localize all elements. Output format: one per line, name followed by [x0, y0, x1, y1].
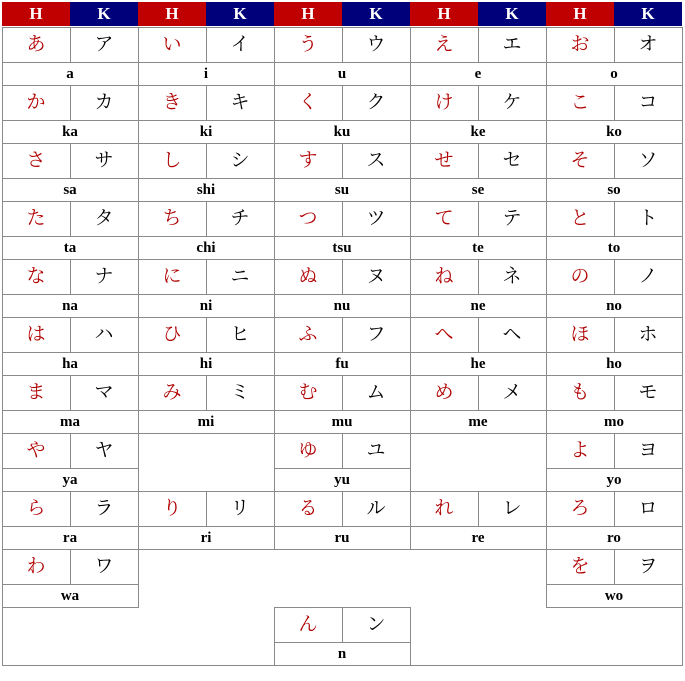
- hiragana-char: も: [570, 381, 590, 403]
- kana-cell-ha: [2, 317, 139, 376]
- hiragana-char: ぬ: [298, 265, 318, 287]
- kana-cell-ni: [138, 259, 275, 318]
- romaji-label: i: [203, 66, 209, 82]
- katakana-char: シ: [230, 149, 250, 171]
- katakana-char: ヨ: [638, 439, 658, 461]
- romaji-label: ne: [470, 298, 486, 314]
- romaji-label: mu: [331, 414, 353, 430]
- kana-cell-ru: [274, 491, 411, 550]
- kana-cell-su: [274, 143, 411, 202]
- header-katakana: K: [206, 2, 274, 26]
- header-hiragana: H: [410, 2, 478, 26]
- kana-cell-ko: [546, 85, 683, 144]
- katakana-char: ソ: [638, 149, 658, 171]
- kana-cell-ho: [546, 317, 683, 376]
- header-hiragana: H: [274, 2, 342, 26]
- katakana-char: ニ: [230, 265, 250, 287]
- kana-cell-n: [274, 607, 411, 666]
- romaji-label: shi: [196, 182, 216, 198]
- romaji-label: yu: [334, 472, 350, 488]
- empty-cell: [2, 607, 139, 666]
- romaji-label: mi: [197, 414, 215, 430]
- katakana-char: ナ: [94, 265, 114, 287]
- katakana-char: ラ: [94, 497, 114, 519]
- kana-cell-fu: [274, 317, 411, 376]
- hiragana-char: わ: [26, 555, 46, 577]
- hiragana-char: け: [434, 91, 454, 113]
- hiragana-char: と: [570, 207, 590, 229]
- empty-cell: [138, 433, 275, 492]
- hiragana-char: ら: [26, 497, 46, 519]
- romaji-label: na: [62, 298, 78, 314]
- romaji-label: ya: [62, 472, 78, 488]
- kana-cell-to: [546, 201, 683, 260]
- hiragana-char: ふ: [298, 323, 318, 345]
- katakana-char: タ: [94, 207, 114, 229]
- romaji-label: ke: [470, 124, 486, 140]
- empty-cell: [410, 433, 547, 492]
- kana-cell-yo: [546, 433, 683, 492]
- hiragana-char: む: [298, 381, 318, 403]
- hiragana-char: す: [298, 149, 318, 171]
- romaji-label: ku: [333, 124, 351, 140]
- romaji-label: fu: [335, 356, 349, 372]
- katakana-char: ホ: [638, 323, 658, 345]
- kana-cell-ka: [2, 85, 139, 144]
- katakana-char: ウ: [366, 33, 386, 55]
- header-hiragana: H: [138, 2, 206, 26]
- katakana-char: ネ: [502, 265, 522, 287]
- hiragana-char: そ: [570, 149, 590, 171]
- katakana-char: ヘ: [502, 323, 522, 345]
- hiragana-char: へ: [434, 323, 454, 345]
- romaji-label: ri: [200, 530, 212, 546]
- hiragana-char: き: [162, 91, 182, 113]
- katakana-char: ル: [366, 497, 386, 519]
- hiragana-char: み: [162, 381, 182, 403]
- kana-cell-ki: [138, 85, 275, 144]
- kana-cell-mu: [274, 375, 411, 434]
- romaji-label: nu: [333, 298, 351, 314]
- romaji-label: he: [470, 356, 486, 372]
- hiragana-char: れ: [434, 497, 454, 519]
- kana-cell-e: [410, 27, 547, 86]
- katakana-char: ヲ: [638, 555, 658, 577]
- hiragana-char: ゆ: [298, 439, 318, 461]
- katakana-char: ヤ: [94, 439, 114, 461]
- hiragana-char: る: [298, 497, 318, 519]
- hiragana-char: ん: [298, 613, 318, 635]
- kana-cell-chi: [138, 201, 275, 260]
- kana-cell-ri: [138, 491, 275, 550]
- hiragana-char: た: [26, 207, 46, 229]
- romaji-label: to: [607, 240, 621, 256]
- hiragana-char: さ: [26, 149, 46, 171]
- hiragana-char: う: [298, 33, 318, 55]
- katakana-char: イ: [230, 33, 250, 55]
- hiragana-char: の: [570, 265, 590, 287]
- romaji-label: ru: [334, 530, 350, 546]
- empty-cell: [274, 549, 411, 608]
- katakana-char: ツ: [366, 207, 386, 229]
- katakana-char: ト: [638, 207, 658, 229]
- romaji-label: ka: [62, 124, 78, 140]
- header-katakana: K: [342, 2, 410, 26]
- hiragana-char: い: [162, 33, 182, 55]
- romaji-label: ro: [607, 530, 621, 546]
- katakana-char: ノ: [638, 265, 658, 287]
- katakana-char: チ: [230, 207, 250, 229]
- hiragana-char: て: [434, 207, 454, 229]
- katakana-char: コ: [638, 91, 658, 113]
- kana-cell-no: [546, 259, 683, 318]
- romaji-label: ni: [199, 298, 213, 314]
- empty-cell: [410, 549, 547, 608]
- empty-cell: [546, 607, 683, 666]
- kana-cell-re: [410, 491, 547, 550]
- romaji-label: ko: [606, 124, 622, 140]
- header-katakana: K: [614, 2, 682, 26]
- hiragana-char: り: [162, 497, 182, 519]
- hiragana-char: お: [570, 33, 590, 55]
- hiragana-char: せ: [434, 149, 454, 171]
- hiragana-char: に: [162, 265, 182, 287]
- hiragana-char: ひ: [162, 323, 182, 345]
- romaji-label: su: [334, 182, 350, 198]
- hiragana-char: な: [26, 265, 46, 287]
- katakana-char: キ: [230, 91, 250, 113]
- katakana-char: モ: [638, 381, 658, 403]
- kana-cell-nu: [274, 259, 411, 318]
- katakana-char: ア: [94, 33, 114, 55]
- kana-cell-sa: [2, 143, 139, 202]
- kana-cell-ku: [274, 85, 411, 144]
- katakana-char: オ: [638, 33, 658, 55]
- header-katakana: K: [478, 2, 546, 26]
- kana-cell-mo: [546, 375, 683, 434]
- katakana-char: ワ: [94, 555, 114, 577]
- hiragana-char: よ: [570, 439, 590, 461]
- romaji-label: e: [474, 66, 482, 82]
- romaji-label: me: [468, 414, 488, 430]
- romaji-label: n: [337, 646, 347, 662]
- hiragana-char: え: [434, 33, 454, 55]
- kana-cell-na: [2, 259, 139, 318]
- empty-cell: [138, 607, 275, 666]
- romaji-label: so: [607, 182, 621, 198]
- romaji-label: yo: [606, 472, 622, 488]
- romaji-label: wo: [604, 588, 624, 604]
- romaji-label: u: [337, 66, 347, 82]
- header-hiragana: H: [546, 2, 614, 26]
- kana-cell-tsu: [274, 201, 411, 260]
- kana-cell-yu: [274, 433, 411, 492]
- katakana-char: リ: [230, 497, 250, 519]
- kana-cell-he: [410, 317, 547, 376]
- kana-cell-ra: [2, 491, 139, 550]
- kana-cell-wo: [546, 549, 683, 608]
- kana-cell-mi: [138, 375, 275, 434]
- kana-cell-a: [2, 27, 139, 86]
- romaji-label: ha: [62, 356, 78, 372]
- kana-chart-table: [2, 2, 682, 678]
- empty-cell: [410, 607, 547, 666]
- hiragana-char: あ: [26, 33, 46, 55]
- kana-cell-ma: [2, 375, 139, 434]
- hiragana-char: や: [26, 439, 46, 461]
- romaji-label: no: [606, 298, 622, 314]
- hiragana-char: め: [434, 381, 454, 403]
- katakana-char: ハ: [94, 323, 114, 345]
- header-katakana: K: [70, 2, 138, 26]
- katakana-char: サ: [94, 149, 114, 171]
- kana-cell-hi: [138, 317, 275, 376]
- romaji-label: a: [66, 66, 74, 82]
- kana-cell-ya: [2, 433, 139, 492]
- kana-cell-ro: [546, 491, 683, 550]
- hiragana-char: こ: [570, 91, 590, 113]
- hiragana-char: し: [162, 149, 182, 171]
- hiragana-char: ろ: [570, 497, 590, 519]
- romaji-label: ma: [60, 414, 80, 430]
- katakana-char: ロ: [638, 497, 658, 519]
- katakana-char: ミ: [230, 381, 250, 403]
- katakana-char: ユ: [366, 439, 386, 461]
- katakana-char: フ: [366, 323, 386, 345]
- kana-cell-se: [410, 143, 547, 202]
- katakana-char: レ: [502, 497, 522, 519]
- katakana-char: エ: [502, 33, 522, 55]
- katakana-char: ヌ: [366, 265, 386, 287]
- romaji-label: wa: [60, 588, 80, 604]
- romaji-label: ho: [606, 356, 622, 372]
- header-hiragana: H: [2, 2, 70, 26]
- kana-cell-shi: [138, 143, 275, 202]
- katakana-char: ヒ: [230, 323, 250, 345]
- hiragana-char: ね: [434, 265, 454, 287]
- katakana-char: メ: [502, 381, 522, 403]
- katakana-char: ケ: [502, 91, 522, 113]
- kana-cell-ta: [2, 201, 139, 260]
- romaji-label: o: [610, 66, 618, 82]
- hiragana-char: つ: [298, 207, 318, 229]
- romaji-label: re: [471, 530, 485, 546]
- romaji-label: se: [471, 182, 485, 198]
- romaji-label: tsu: [332, 240, 352, 256]
- katakana-char: カ: [94, 91, 114, 113]
- katakana-char: マ: [94, 381, 114, 403]
- romaji-label: ki: [199, 124, 213, 140]
- hiragana-char: ほ: [570, 323, 590, 345]
- kana-cell-o: [546, 27, 683, 86]
- kana-cell-me: [410, 375, 547, 434]
- romaji-label: chi: [196, 240, 216, 256]
- katakana-char: ン: [366, 613, 386, 635]
- kana-cell-i: [138, 27, 275, 86]
- romaji-label: hi: [199, 356, 213, 372]
- katakana-char: ク: [366, 91, 386, 113]
- katakana-char: セ: [502, 149, 522, 171]
- romaji-label: mo: [604, 414, 624, 430]
- hiragana-char: ち: [162, 207, 182, 229]
- romaji-label: ra: [62, 530, 78, 546]
- hiragana-char: ま: [26, 381, 46, 403]
- hiragana-char: く: [298, 91, 318, 113]
- hiragana-char: を: [570, 555, 590, 577]
- empty-cell: [138, 549, 275, 608]
- kana-cell-u: [274, 27, 411, 86]
- hiragana-char: は: [26, 323, 46, 345]
- katakana-char: ス: [366, 149, 386, 171]
- kana-cell-ne: [410, 259, 547, 318]
- katakana-char: ム: [366, 381, 386, 403]
- katakana-char: テ: [502, 207, 522, 229]
- kana-cell-wa: [2, 549, 139, 608]
- romaji-label: ta: [63, 240, 77, 256]
- kana-cell-te: [410, 201, 547, 260]
- kana-cell-so: [546, 143, 683, 202]
- hiragana-char: か: [26, 91, 46, 113]
- romaji-label: sa: [63, 182, 77, 198]
- romaji-label: te: [472, 240, 484, 256]
- kana-cell-ke: [410, 85, 547, 144]
